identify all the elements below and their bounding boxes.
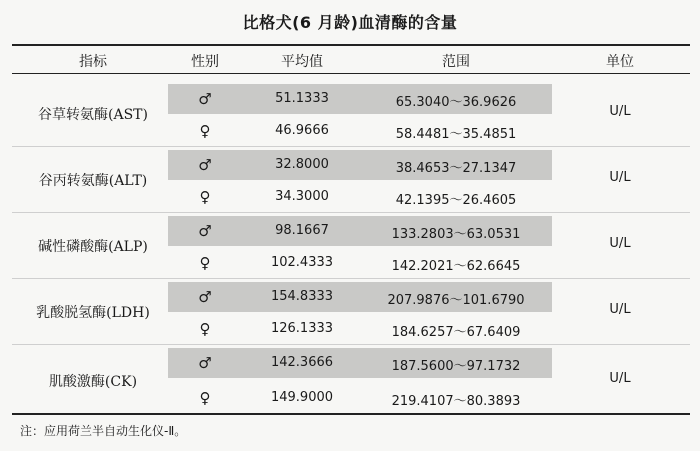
female-mean: 149.9000 xyxy=(270,390,334,405)
female-mean: 126.1333 xyxy=(270,321,334,336)
female-symbol: ♀ xyxy=(199,320,211,338)
header-indicator: 指标 xyxy=(79,54,107,70)
header-mean: 平均值 xyxy=(281,54,323,70)
unit: U/L xyxy=(609,170,631,185)
indicator-name: 肌酸激酶(CK) xyxy=(48,374,138,390)
female-range: 42.1395～26.4605 xyxy=(395,193,517,208)
female-symbol: ♀ xyxy=(199,122,211,140)
male-mean: 51.1333 xyxy=(275,91,329,106)
indicator-name: 谷草转氨酶(AST) xyxy=(38,107,148,123)
row-divider xyxy=(12,344,690,345)
table-footnote: 注：应用荷兰半自动生化仪-Ⅱ。 xyxy=(20,424,187,438)
female-symbol: ♀ xyxy=(199,254,211,272)
indicator-name: 乳酸脱氢酶(LDH) xyxy=(36,305,150,321)
male-mean: 154.8333 xyxy=(270,289,334,304)
male-symbol: ♂ xyxy=(198,354,212,372)
male-range: 38.4653～27.1347 xyxy=(395,161,517,176)
male-symbol: ♂ xyxy=(198,156,212,174)
unit: U/L xyxy=(609,236,631,251)
female-range: 184.6257～67.6409 xyxy=(391,325,521,340)
unit: U/L xyxy=(609,104,631,119)
header-unit: 单位 xyxy=(606,54,634,70)
row-divider xyxy=(12,278,690,279)
unit: U/L xyxy=(609,302,631,317)
female-mean: 34.3000 xyxy=(275,189,329,204)
row-divider xyxy=(12,146,690,147)
indicator-name: 碱性磷酸酶(ALP) xyxy=(38,239,148,255)
male-mean: 32.8000 xyxy=(275,157,329,172)
male-range: 65.3040～36.9626 xyxy=(395,95,517,110)
female-mean: 102.4333 xyxy=(270,255,334,270)
table-title: 比格犬(6 月龄)血清酶的含量 xyxy=(242,13,458,32)
table-top-rule xyxy=(12,44,690,46)
female-symbol: ♀ xyxy=(199,389,211,407)
female-range: 219.4107～80.3893 xyxy=(391,394,521,409)
male-mean: 142.3666 xyxy=(270,355,334,370)
male-range: 187.5600～97.1732 xyxy=(391,359,521,374)
female-symbol: ♀ xyxy=(199,188,211,206)
indicator-name: 谷丙转氨酶(ALT) xyxy=(38,173,148,189)
female-range: 58.4481～35.4851 xyxy=(395,127,517,142)
female-range: 142.2021～62.6645 xyxy=(391,259,521,274)
male-range: 207.9876～101.6790 xyxy=(387,293,525,308)
male-symbol: ♂ xyxy=(198,222,212,240)
female-mean: 46.9666 xyxy=(275,123,329,138)
male-symbol: ♂ xyxy=(198,288,212,306)
header-range: 范围 xyxy=(442,54,470,70)
row-divider xyxy=(12,212,690,213)
male-symbol: ♂ xyxy=(198,90,212,108)
unit: U/L xyxy=(609,371,631,386)
table-bottom-rule xyxy=(12,413,690,415)
table-header-rule xyxy=(12,73,690,74)
male-range: 133.2803～63.0531 xyxy=(391,227,521,242)
male-mean: 98.1667 xyxy=(275,223,329,238)
header-sex: 性别 xyxy=(191,54,219,70)
